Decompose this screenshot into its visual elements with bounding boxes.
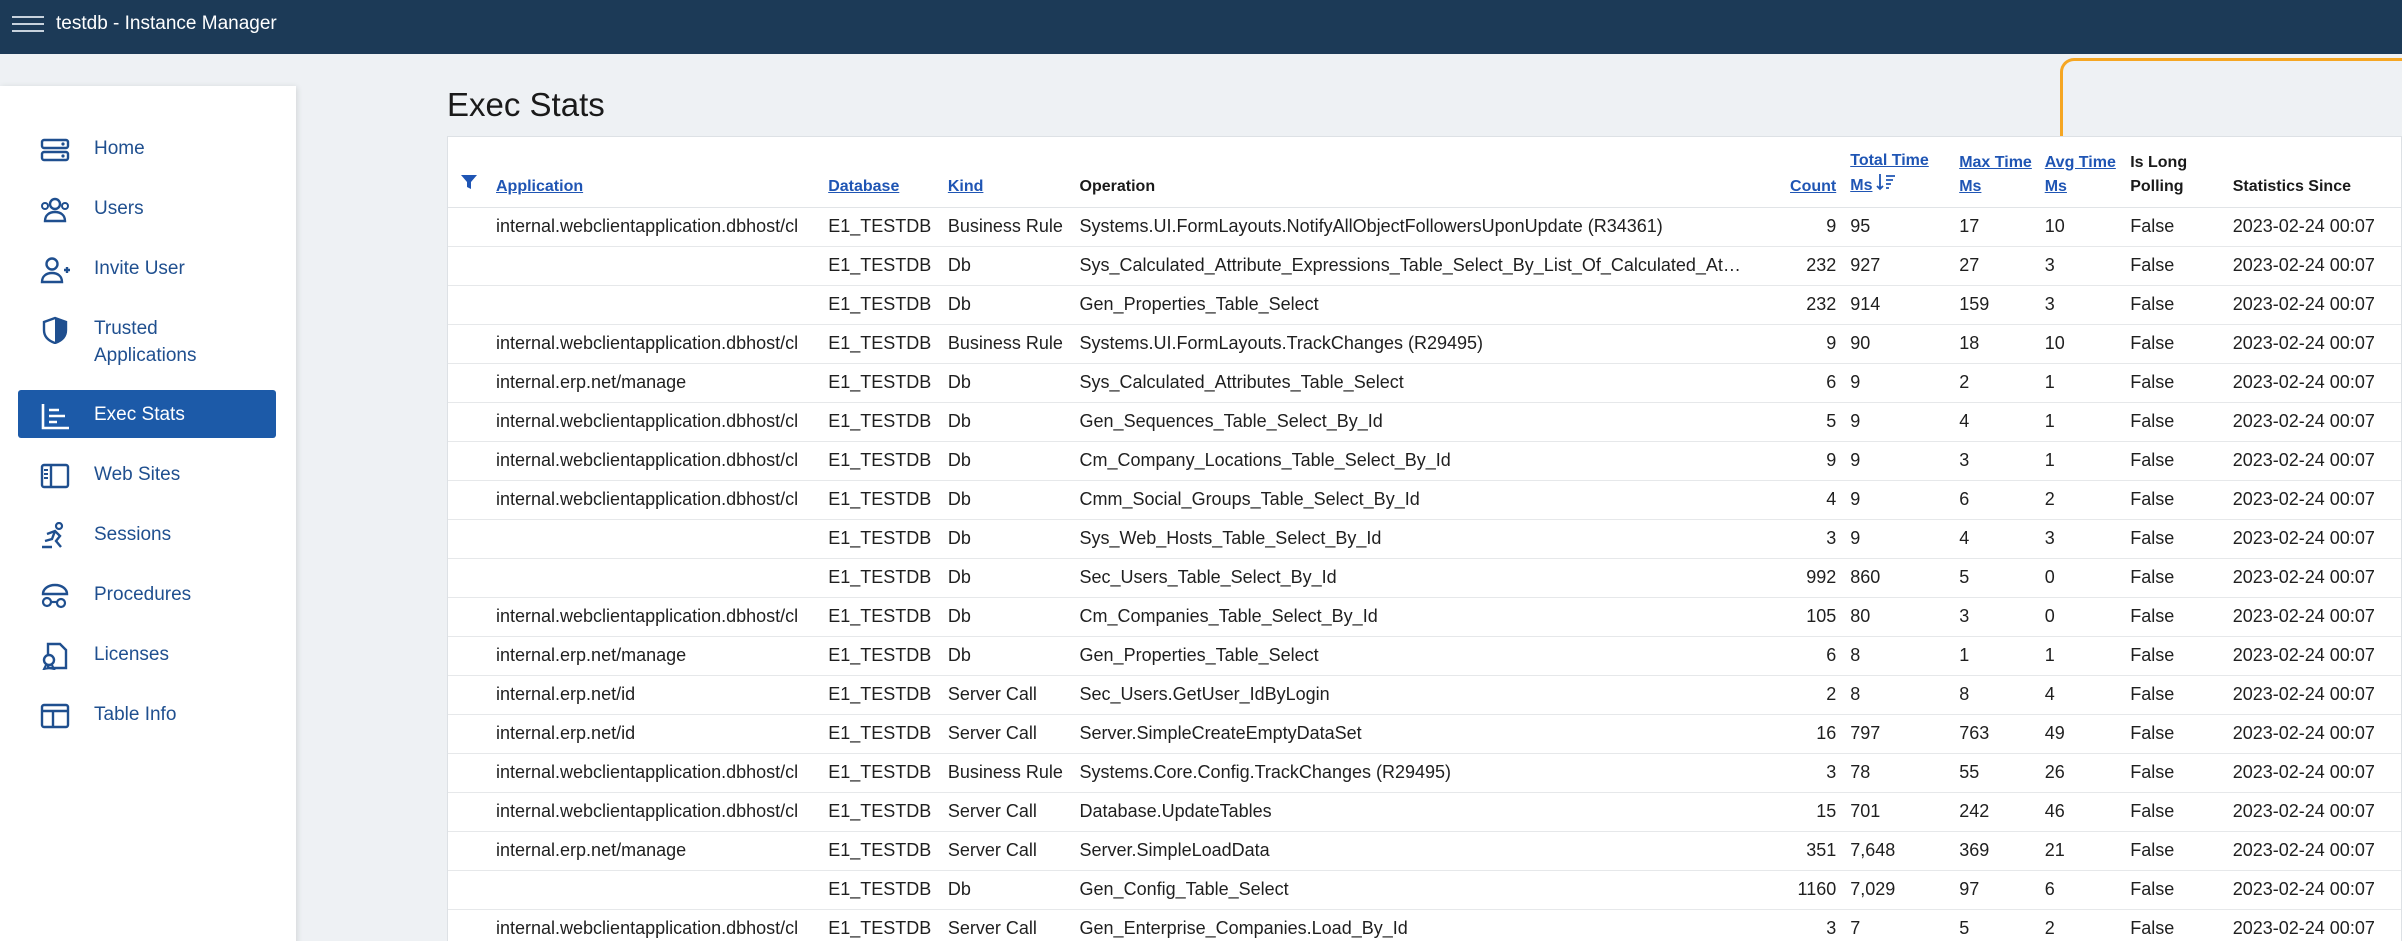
cell-kind: Db [944,870,1076,909]
cell-avg-time: 10 [2041,324,2127,363]
cell-application: internal.webclientapplication.dbhost/cl [492,753,824,792]
cell-total-time: 797 [1846,714,1955,753]
cell-statistics-since: 2023-02-24 00:07 [2229,714,2401,753]
cell-avg-time: 26 [2041,753,2127,792]
filter-icon[interactable] [460,173,478,199]
cell-statistics-since: 2023-02-24 00:07 [2229,519,2401,558]
cell-avg-time: 4 [2041,675,2127,714]
cell-application: internal.erp.net/id [492,714,824,753]
cell-kind: Db [944,285,1076,324]
column-header-operation: Operation [1076,137,1787,207]
column-header-label: Max Time [1959,153,2032,171]
cell-avg-time: 1 [2041,636,2127,675]
web-sites-icon [38,461,72,491]
cell-avg-time: 1 [2041,402,2127,441]
table-row[interactable] [448,480,2401,519]
cell-kind: Db [944,558,1076,597]
exec-stats-table-card [447,136,2402,941]
column-header-application[interactable]: Application [492,137,824,207]
cell-max-time: 242 [1955,792,2041,831]
cell-application: internal.webclientapplication.dbhost/cl [492,441,824,480]
cell-application: internal.webclientapplication.dbhost/cl [492,792,824,831]
cell-max-time: 159 [1955,285,2041,324]
table-row[interactable] [448,363,2401,402]
table-row[interactable] [448,675,2401,714]
cell-application [492,246,824,285]
cell-max-time: 27 [1955,246,2041,285]
cell-operation: Systems.Core.Config.TrackChanges (R29495) [1076,753,1787,792]
cell-avg-time: 21 [2041,831,2127,870]
cell-operation: Systems.UI.FormLayouts.TrackChanges (R29495) [1076,324,1787,363]
table-row[interactable] [448,714,2401,753]
row-spacer [448,870,492,909]
cell-statistics-since: 2023-02-24 00:07 [2229,909,2401,941]
cell-count: 3 [1786,753,1846,792]
cell-operation: Cm_Company_Locations_Table_Select_By_Id [1076,441,1787,480]
cell-operation: Cm_Companies_Table_Select_By_Id [1076,597,1787,636]
cell-statistics-since: 2023-02-24 00:07 [2229,675,2401,714]
cell-statistics-since: 2023-02-24 00:07 [2229,441,2401,480]
sidebar-item-label: Home [94,138,145,159]
cell-total-time: 7,029 [1846,870,1955,909]
cell-avg-time: 0 [2041,558,2127,597]
table-row[interactable] [448,831,2401,870]
cell-total-time: 7,648 [1846,831,1955,870]
cell-total-time: 9 [1846,402,1955,441]
cell-total-time: 914 [1846,285,1955,324]
cell-count: 6 [1786,636,1846,675]
sidebar-item-label: Web Sites [94,464,181,485]
cell-avg-time: 6 [2041,870,2127,909]
table-row[interactable] [448,636,2401,675]
table-icon [38,701,72,731]
cell-is-long-polling: False [2126,519,2229,558]
row-spacer [448,246,492,285]
cell-max-time: 6 [1955,480,2041,519]
cell-statistics-since: 2023-02-24 00:07 [2229,636,2401,675]
cell-operation: Server.SimpleCreateEmptyDataSet [1076,714,1787,753]
app-title: testdb - Instance Manager [56,13,277,34]
cell-avg-time: 2 [2041,909,2127,941]
column-header-label: Is Long [2130,153,2188,171]
cell-application [492,558,824,597]
column-header-count[interactable]: Count [1786,137,1846,207]
table-row[interactable] [448,792,2401,831]
cell-count: 2 [1786,675,1846,714]
column-header-max-time[interactable] [1955,137,2041,207]
table-row[interactable] [448,324,2401,363]
cell-count: 3 [1786,519,1846,558]
cell-operation: Gen_Sequences_Table_Select_By_Id [1076,402,1787,441]
sidebar-item-procedures[interactable] [18,570,276,618]
cell-application [492,285,824,324]
cell-kind: Server Call [944,831,1076,870]
cell-is-long-polling: False [2126,207,2229,246]
cell-application: internal.webclientapplication.dbhost/cl [492,597,824,636]
cell-database: E1_TESTDB [824,441,944,480]
cell-statistics-since: 2023-02-24 00:07 [2229,324,2401,363]
table-row[interactable] [448,870,2401,909]
sidebar-item-sessions[interactable] [18,510,276,558]
cell-avg-time: 46 [2041,792,2127,831]
column-header-avg-time[interactable] [2041,137,2127,207]
cell-avg-time: 1 [2041,441,2127,480]
cell-count: 992 [1786,558,1846,597]
cell-max-time: 369 [1955,831,2041,870]
row-spacer [448,207,492,246]
cell-total-time: 860 [1846,558,1955,597]
row-spacer [448,558,492,597]
cell-avg-time: 2 [2041,480,2127,519]
row-spacer [448,285,492,324]
cell-total-time: 78 [1846,753,1955,792]
cell-kind: Db [944,597,1076,636]
cell-application: internal.erp.net/id [492,675,824,714]
users-icon [38,195,72,225]
column-header-label: Polling [2130,177,2184,195]
row-spacer [448,636,492,675]
cell-database: E1_TESTDB [824,597,944,636]
table-row[interactable] [448,285,2401,324]
cell-kind: Db [944,441,1076,480]
sidebar-item-licenses[interactable] [18,630,276,678]
column-header-label: Ms [2044,177,2067,195]
table-row[interactable] [448,246,2401,285]
cell-avg-time: 3 [2041,519,2127,558]
cell-kind: Business Rule [944,324,1076,363]
cell-operation: Database.UpdateTables [1076,792,1787,831]
sidebar-item-label: Procedures [94,584,192,605]
sessions-icon [38,521,72,551]
cell-kind: Db [944,363,1076,402]
cell-application: internal.webclientapplication.dbhost/cl [492,909,824,941]
cell-kind: Db [944,402,1076,441]
cell-is-long-polling: False [2126,870,2229,909]
cell-statistics-since: 2023-02-24 00:07 [2229,753,2401,792]
table-header-row [448,137,2401,207]
cell-total-time: 8 [1846,675,1955,714]
cell-statistics-since: 2023-02-24 00:07 [2229,870,2401,909]
cell-total-time: 701 [1846,792,1955,831]
cell-operation: Gen_Config_Table_Select [1076,870,1787,909]
cell-database: E1_TESTDB [824,285,944,324]
sidebar-item-trusted-applications[interactable] [18,304,276,378]
sidebar-item-label: Licenses [94,644,169,665]
chart-icon [38,401,72,431]
cell-is-long-polling: False [2126,792,2229,831]
cell-kind: Business Rule [944,207,1076,246]
cell-operation: Sys_Calculated_Attribute_Expressions_Table_Select_By_List_Of_Calculated_At… [1076,246,1787,285]
license-icon [38,641,72,671]
cell-statistics-since: 2023-02-24 00:07 [2229,831,2401,870]
cell-total-time: 927 [1846,246,1955,285]
cell-total-time: 90 [1846,324,1955,363]
table-body [448,207,2401,941]
row-spacer [448,324,492,363]
column-header-label: Total Time [1850,151,1929,169]
cell-operation: Sec_Users_Table_Select_By_Id [1076,558,1787,597]
column-header-is-long-polling [2126,137,2229,207]
cell-max-time: 5 [1955,909,2041,941]
cell-avg-time: 3 [2041,285,2127,324]
cell-avg-time: 1 [2041,363,2127,402]
cell-statistics-since: 2023-02-24 00:07 [2229,558,2401,597]
cell-is-long-polling: False [2126,480,2229,519]
cell-count: 105 [1786,597,1846,636]
cell-is-long-polling: False [2126,402,2229,441]
cell-database: E1_TESTDB [824,207,944,246]
cell-database: E1_TESTDB [824,402,944,441]
cell-kind: Business Rule [944,753,1076,792]
cell-database: E1_TESTDB [824,675,944,714]
cell-database: E1_TESTDB [824,324,944,363]
row-spacer [448,480,492,519]
sidebar-item-users[interactable] [18,184,276,232]
column-header-label: Avg Time [2044,153,2116,171]
cell-max-time: 55 [1955,753,2041,792]
cell-avg-time: 49 [2041,714,2127,753]
cell-max-time: 2 [1955,363,2041,402]
cell-is-long-polling: False [2126,324,2229,363]
sidebar-item-table-info[interactable] [18,690,276,738]
row-spacer [448,675,492,714]
cell-database: E1_TESTDB [824,753,944,792]
column-header-database[interactable]: Database [824,137,944,207]
cell-total-time: 95 [1846,207,1955,246]
cell-statistics-since: 2023-02-24 00:07 [2229,207,2401,246]
cell-total-time: 8 [1846,636,1955,675]
cell-avg-time: 10 [2041,207,2127,246]
cell-is-long-polling: False [2126,285,2229,324]
table-row[interactable] [448,207,2401,246]
cell-total-time: 9 [1846,363,1955,402]
cell-count: 232 [1786,246,1846,285]
cell-is-long-polling: False [2126,363,2229,402]
cell-statistics-since: 2023-02-24 00:07 [2229,285,2401,324]
table-row[interactable] [448,597,2401,636]
cell-max-time: 3 [1955,441,2041,480]
cell-application [492,870,824,909]
cell-is-long-polling: False [2126,246,2229,285]
cell-kind: Server Call [944,909,1076,941]
sidebar-item-web-sites[interactable] [18,450,276,498]
cell-count: 3 [1786,909,1846,941]
shield-icon [38,315,72,345]
cell-operation: Gen_Properties_Table_Select [1076,636,1787,675]
cell-kind: Db [944,519,1076,558]
cell-total-time: 80 [1846,597,1955,636]
row-spacer [448,402,492,441]
cell-is-long-polling: False [2126,753,2229,792]
top-bar [0,0,2402,54]
cell-operation: Gen_Enterprise_Companies.Load_By_Id [1076,909,1787,941]
procedures-icon [38,581,72,611]
cell-count: 1160 [1786,870,1846,909]
cell-total-time: 9 [1846,480,1955,519]
cell-database: E1_TESTDB [824,714,944,753]
row-spacer [448,519,492,558]
cell-max-time: 5 [1955,558,2041,597]
cell-is-long-polling: False [2126,714,2229,753]
sidebar-item-label: Invite User [94,258,185,279]
cell-total-time: 9 [1846,519,1955,558]
cell-kind: Db [944,480,1076,519]
cell-database: E1_TESTDB [824,480,944,519]
cell-max-time: 4 [1955,519,2041,558]
invite-user-icon [38,255,72,285]
cell-max-time: 4 [1955,402,2041,441]
cell-count: 16 [1786,714,1846,753]
table-row[interactable] [448,558,2401,597]
cell-kind: Db [944,246,1076,285]
sidebar-item-label: Table Info [94,704,177,725]
sidebar-item-home[interactable] [18,124,276,172]
column-header-total-time[interactable] [1846,137,1955,207]
cell-count: 9 [1786,324,1846,363]
cell-operation: Cmm_Social_Groups_Table_Select_By_Id [1076,480,1787,519]
cell-database: E1_TESTDB [824,636,944,675]
cell-avg-time: 3 [2041,246,2127,285]
cell-kind: Server Call [944,714,1076,753]
page-title: Exec Stats [447,86,605,123]
column-header-label: Ms [1959,177,1982,195]
cell-max-time: 763 [1955,714,2041,753]
table-row[interactable] [448,909,2401,941]
cell-total-time: 9 [1846,441,1955,480]
cell-application: internal.erp.net/manage [492,363,824,402]
cell-is-long-polling: False [2126,675,2229,714]
row-spacer [448,792,492,831]
cell-database: E1_TESTDB [824,870,944,909]
cell-operation: Sec_Users.GetUser_IdByLogin [1076,675,1787,714]
cell-is-long-polling: False [2126,909,2229,941]
sidebar-item-label: Exec Stats [94,404,185,425]
cell-operation: Sys_Calculated_Attributes_Table_Select [1076,363,1787,402]
cell-database: E1_TESTDB [824,831,944,870]
cell-max-time: 18 [1955,324,2041,363]
cell-max-time: 17 [1955,207,2041,246]
hamburger-menu-icon[interactable] [12,11,44,41]
table-row[interactable] [448,519,2401,558]
sidebar-item-label: Users [94,198,144,219]
cell-count: 351 [1786,831,1846,870]
cell-database: E1_TESTDB [824,246,944,285]
cell-operation: Sys_Web_Hosts_Table_Select_By_Id [1076,519,1787,558]
cell-database: E1_TESTDB [824,519,944,558]
row-spacer [448,441,492,480]
row-spacer [448,831,492,870]
column-header-statistics-since: Statistics Since [2229,137,2401,207]
cell-count: 4 [1786,480,1846,519]
sidebar-item-invite-user[interactable] [18,244,276,292]
cell-statistics-since: 2023-02-24 00:07 [2229,402,2401,441]
cell-count: 15 [1786,792,1846,831]
cell-database: E1_TESTDB [824,363,944,402]
sidebar-item-exec-stats[interactable] [18,390,276,438]
cell-application: internal.webclientapplication.dbhost/cl [492,324,824,363]
cell-kind: Server Call [944,675,1076,714]
cell-is-long-polling: False [2126,441,2229,480]
cell-count: 5 [1786,402,1846,441]
cell-application [492,519,824,558]
cell-count: 232 [1786,285,1846,324]
cell-is-long-polling: False [2126,636,2229,675]
cell-application: internal.erp.net/manage [492,831,824,870]
cell-is-long-polling: False [2126,597,2229,636]
cell-operation: Gen_Properties_Table_Select [1076,285,1787,324]
cell-database: E1_TESTDB [824,909,944,941]
cell-statistics-since: 2023-02-24 00:07 [2229,480,2401,519]
cell-max-time: 8 [1955,675,2041,714]
row-spacer [448,753,492,792]
highlight-box [2060,58,2402,138]
cell-max-time: 97 [1955,870,2041,909]
table-row[interactable] [448,441,2401,480]
cell-operation: Systems.UI.FormLayouts.NotifyAllObjectFollowersUponUpdate (R34361) [1076,207,1787,246]
cell-total-time: 7 [1846,909,1955,941]
column-header-kind[interactable]: Kind [944,137,1076,207]
cell-is-long-polling: False [2126,558,2229,597]
cell-application: internal.erp.net/manage [492,636,824,675]
cell-count: 6 [1786,363,1846,402]
sidebar [0,86,296,941]
table-row[interactable] [448,753,2401,792]
cell-max-time: 1 [1955,636,2041,675]
row-spacer [448,714,492,753]
cell-statistics-since: 2023-02-24 00:07 [2229,246,2401,285]
cell-database: E1_TESTDB [824,792,944,831]
row-spacer [448,909,492,941]
row-spacer [448,597,492,636]
cell-statistics-since: 2023-02-24 00:07 [2229,792,2401,831]
column-header-label: Ms [1850,176,1873,194]
sidebar-item-label: Trusted Applications [94,318,197,366]
cell-avg-time: 0 [2041,597,2127,636]
cell-kind: Server Call [944,792,1076,831]
cell-is-long-polling: False [2126,831,2229,870]
cell-max-time: 3 [1955,597,2041,636]
sidebar-item-label: Sessions [94,524,172,545]
exec-stats-table [448,137,2401,941]
row-spacer [448,363,492,402]
cell-statistics-since: 2023-02-24 00:07 [2229,363,2401,402]
cell-kind: Db [944,636,1076,675]
cell-count: 9 [1786,441,1846,480]
cell-application: internal.webclientapplication.dbhost/cl [492,402,824,441]
cell-count: 9 [1786,207,1846,246]
cell-database: E1_TESTDB [824,558,944,597]
cell-application: internal.webclientapplication.dbhost/cl [492,480,824,519]
cell-operation: Server.SimpleLoadData [1076,831,1787,870]
table-row[interactable] [448,402,2401,441]
home-icon [38,135,72,165]
cell-statistics-since: 2023-02-24 00:07 [2229,597,2401,636]
sort-descending-icon[interactable] [1876,173,1896,199]
cell-application: internal.webclientapplication.dbhost/cl [492,207,824,246]
